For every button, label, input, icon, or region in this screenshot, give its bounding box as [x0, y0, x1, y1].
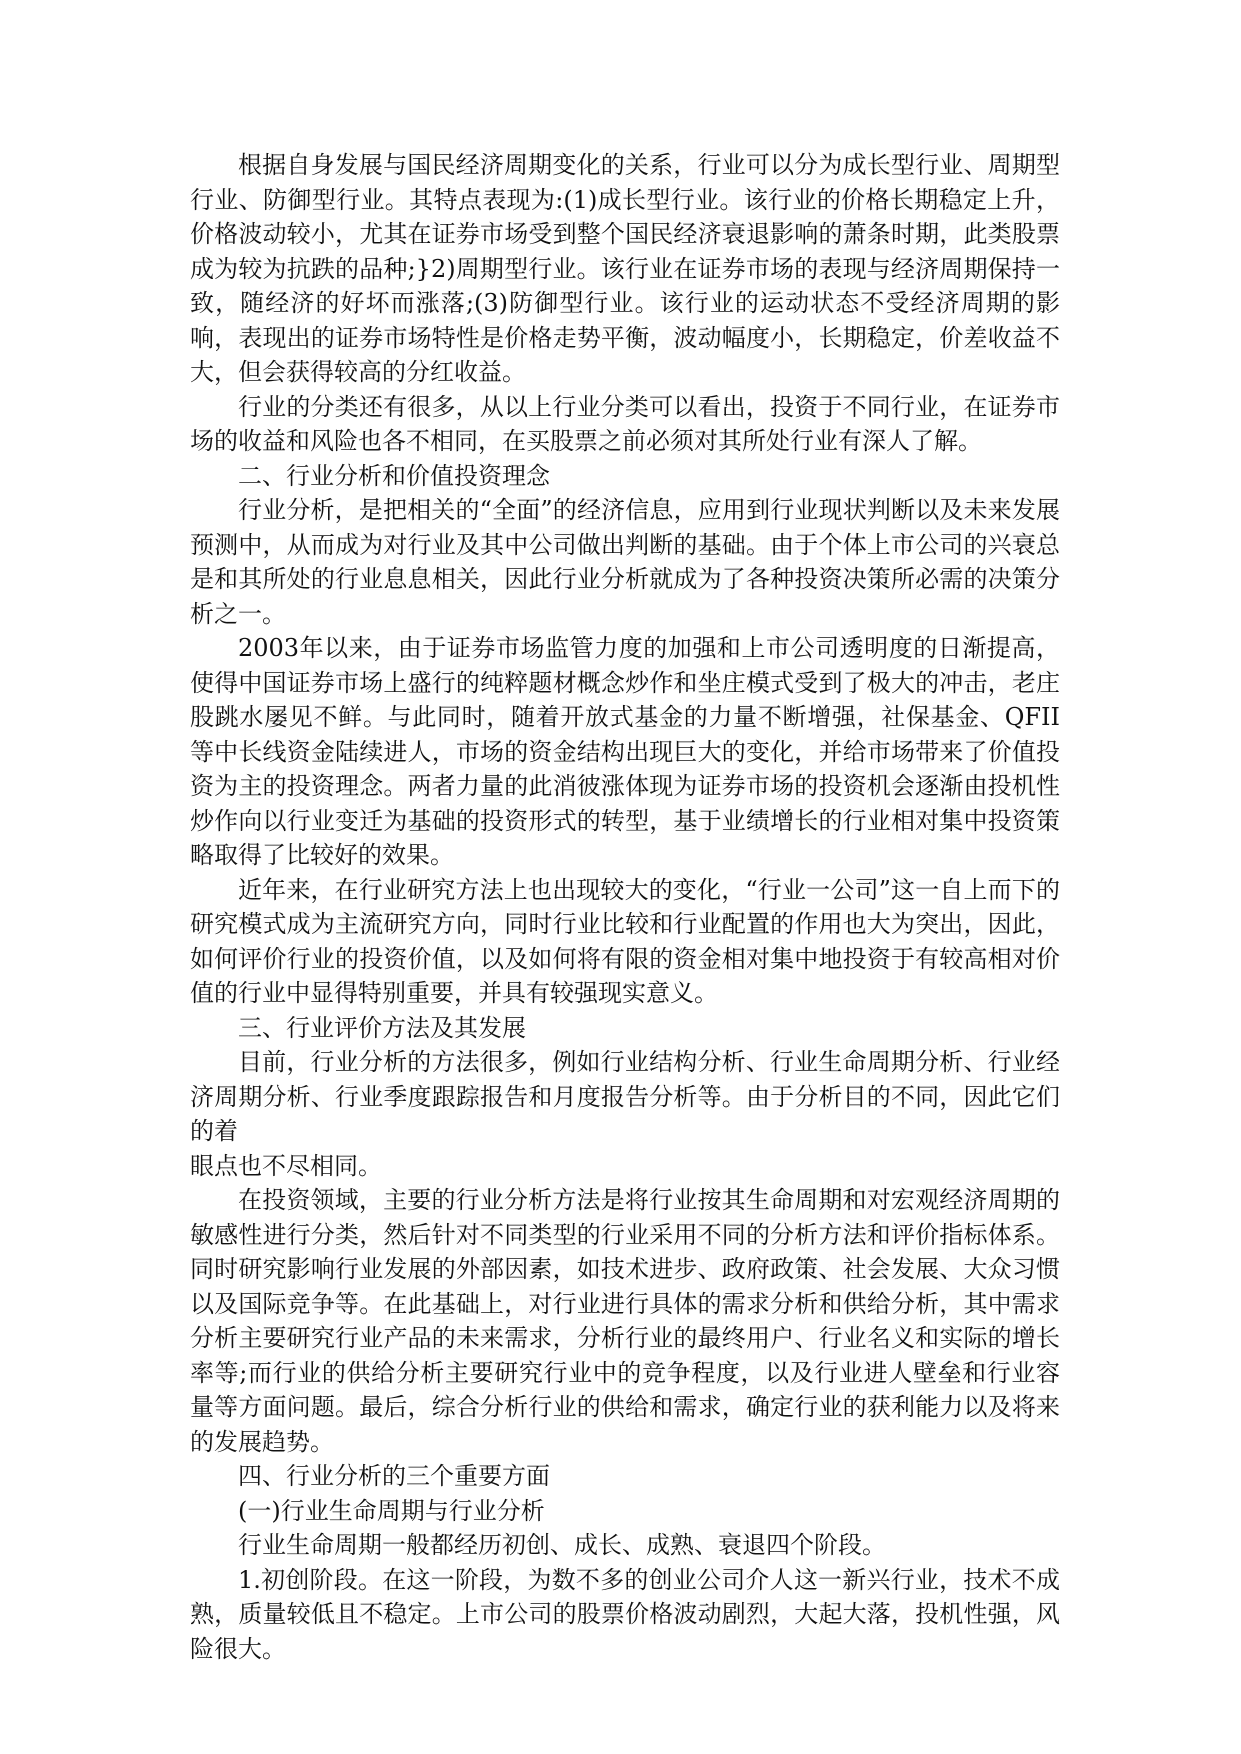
paragraph-investment-field-methods: 在投资领域，主要的行业分析方法是将行业按其生命周期和对宏观经济周期的敏感性进行分类，然后针对不同类型的行业采用不同的分析方法和评价指标体系。同时研究影响行业发展的外部因素，如技术进步、政府政策、社会发展、大众习惯以及国际竞争等。在此基础上，对行业进行具体的需求分析和供给分析，其中需求分析主要研究行业产品的未来需求，分析行业的最终用户、行业名义和实际的增长率等;而行业的供给分析主要研究行业中的竞争程度，以及行业进人壁垒和行业容量等方面问题。最后，综合分析行业的供给和需求，确定行业的获利能力以及将来的发展趋势。: [190, 1186, 1060, 1456]
paragraph-industry-types: 根据自身发展与国民经济周期变化的关系，行业可以分为成长型行业、周期型行业、防御型行业。其特点表现为:(1)成长型行业。该行业的价格长期稳定上升，价格波动较小，尤其在证券市场受到整个国民经济衰退影响的萧条时期，此类股票成为较为抗跌的品种;}2)周期型行业。该行业在证券市场的表现与经济周期保持一致，随经济的好坏而涨落;(3)防御型行业。该行业的运动状态不受经济周期的影响，表现出的证券市场特性是价格走势平衡，波动幅度小，长期稳定，价差收益不大，但会获得较高的分红收益。: [190, 151, 1060, 386]
paragraph-recent-research-methods: 近年来，在行业研究方法上也出现较大的变化，“行业一公司”这一自上而下的研究模式成为主流研究方向，同时行业比较和行业配置的作用也大为突出，因此，如何评价行业的投资价值，以及如何将有限的资金相对集中地投资于有较高相对价值的行业中显得特别重要，并具有较强现实意义。: [190, 875, 1060, 1007]
paragraph-analysis-methods-continued: 眼点也不尽相同。: [190, 1151, 382, 1180]
section-heading-2: 二、行业分析和价值投资理念: [238, 461, 550, 490]
paragraph-analysis-methods: 目前，行业分析的方法很多，例如行业结构分析、行业生命周期分析、行业经济周期分析、行业季度跟踪报告和月度报告分析等。由于分析目的不同，因此它们的着: [190, 1048, 1060, 1145]
paragraph-life-cycle-stages: 行业生命周期一般都经历初创、成长、成熟、衰退四个阶段。: [238, 1531, 886, 1559]
paragraph-initial-stage: 1.初创阶段。在这一阶段，为数不多的创业公司介人这一新兴行业，技术不成熟，质量较低且不稳定。上市公司的股票价格波动剧烈，大起大落，投机性强，风险很大。: [190, 1565, 1060, 1663]
paragraph-industry-analysis-definition: 行业分析，是把相关的“全面”的经济信息，应用到行业现状判断以及未来发展预测中，从而成为对行业及其中公司做出判断的基础。由于个体上市公司的兴衰总是和其所处的行业息息相关，因此行业分析就成为了各种投资决策所必需的决策分析之一。: [190, 496, 1060, 628]
section-heading-3: 三、行业评价方法及其发展: [238, 1013, 526, 1042]
paragraph-industry-classification: 行业的分类还有很多，从以上行业分类可以看出，投资于不同行业，在证券市场的收益和风险也各不相同，在买股票之前必须对其所处行业有深人了解。: [190, 392, 1060, 455]
paragraph-market-since-2003: 2003年以来，由于证券市场监管力度的加强和上市公司透明度的日渐提高，使得中国证券市场上盛行的纯粹题材概念炒作和坐庄模式受到了极大的冲击，老庄股跳水屡见不鲜。与此同时，随着开放式基金的力量不断增强，社保基金、QFII等中长线资金陆续进人，市场的资金结构出现巨大的变化，并给市场带来了价值投资为主的投资理念。两者力量的此消彼涨体现为证券市场的投资机会逐渐由投机性炒作向以行业变迁为基础的投资形式的转型，基于业绩增长的行业相对集中投资策略取得了比较好的效果。: [190, 634, 1060, 869]
subsection-heading-1: (一)行业生命周期与行业分析: [238, 1496, 545, 1525]
document-body: [190, 148, 1060, 1666]
section-heading-4: 四、行业分析的三个重要方面: [238, 1462, 550, 1490]
